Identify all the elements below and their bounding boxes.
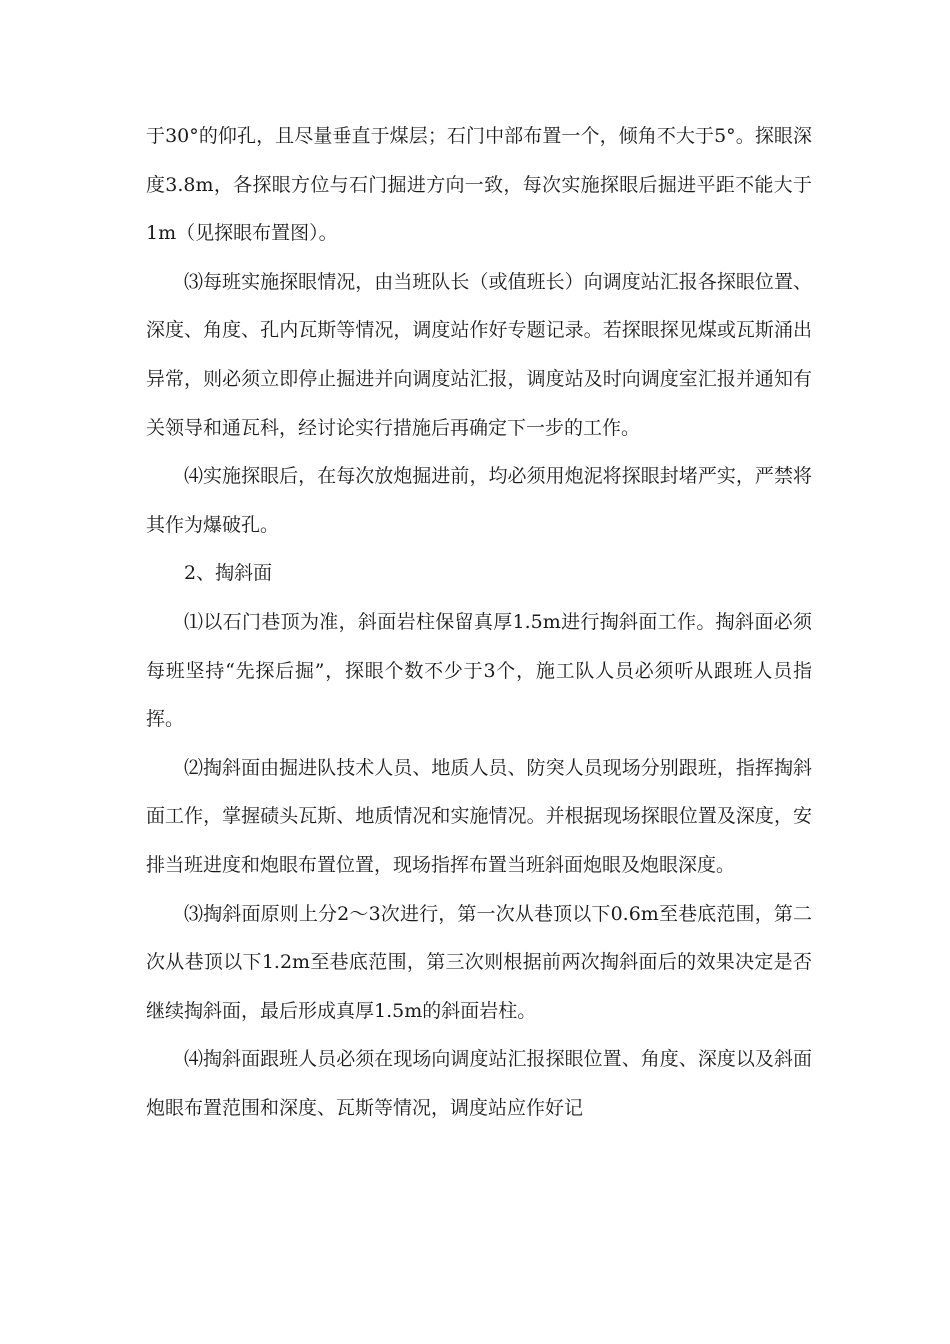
document-body — [146, 112, 812, 1132]
paragraph-item-1-slope: ⑴以石门巷顶为准，斜面岩柱保留真厚1.5m进行掏斜面工作。掏斜面必须每班坚持“先探后掘”，探眼个数不少于3个，施工队人员必须听从跟班人员指挥。 — [146, 610, 812, 731]
paragraph-item-4-reporting: ⑷掏斜面跟班人员必须在现场向调度站汇报探眼位置、角度、深度以及斜面炮眼布置范围和深度、瓦斯等情况，调度站应作好记 — [146, 1048, 812, 1119]
paragraph-item-2-supervision: ⑵掏斜面由掘进队技术人员、地质人员、防突人员现场分别跟班，指挥掏斜面工作，掌握碛头瓦斯、地质情况和实施情况。并根据现场探眼位置及深度，安排当班进度和炮眼布置位置，现场指挥布置当班斜面炮眼及炮眼深度。 — [146, 756, 812, 876]
section-heading: 2、掏斜面 — [184, 562, 273, 585]
paragraph-item-4-seal: ⑷实施探眼后，在每次放炮掘进前，均必须用炮泥将探眼封堵严实，严禁将其作为爆破孔。 — [146, 465, 812, 536]
paragraph-item-3-stages: ⑶掏斜面原则上分2～3次进行，第一次从巷顶以下0.6m至巷底范围，第二次从巷顶以下1.2m至巷底范围，第三次则根据前两次掏斜面后的效果决定是否继续掏斜面，最后形成真厚1.5m的斜面岩柱。 — [146, 902, 812, 1022]
paragraph-continuation: 于30°的仰孔，且尽量垂直于煤层；石门中部布置一个，倾角不大于5°。探眼深度3.8m，各探眼方位与石门掘进方向一致，每次实施探眼后掘进平距不能大于1m（见探眼布置图）。 — [146, 125, 812, 245]
paragraph-item-3-report: ⑶每班实施探眼情况，由当班队长（或值班长）向调度站汇报各探眼位置、深度、角度、孔内瓦斯等情况，调度站作好专题记录。若探眼探见煤或瓦斯涌出异常，则必须立即停止掘进并向调度站汇报，调度站及时向调度室汇报并通知有关领导和通瓦科，经讨论实行措施后再确定下一步的工作。 — [146, 270, 812, 439]
